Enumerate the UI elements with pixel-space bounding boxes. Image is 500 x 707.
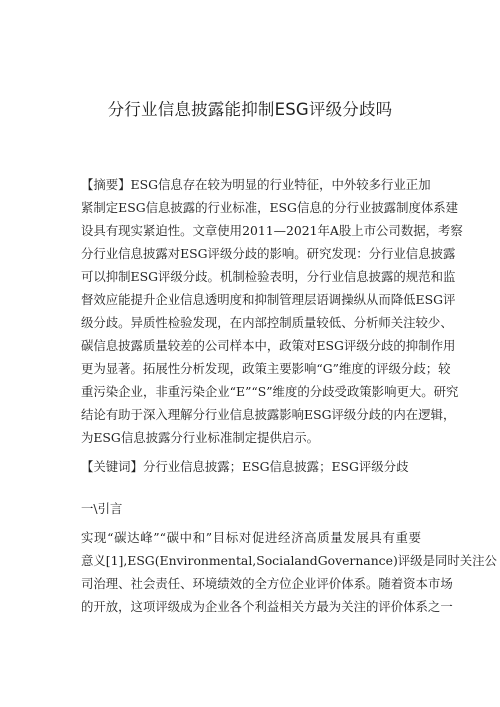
- section-heading: 一\引言: [81, 501, 123, 516]
- body-line: 实现“碳达峰”“碳中和”目标对促进经济高质量发展具有重要: [81, 530, 421, 545]
- paper-title: 分行业信息披露能抑制ESG评级分歧吗: [107, 100, 393, 119]
- abstract-line: 重污染企业，非重污染企业“E”“S”维度的分歧受政策影响更大。研究: [81, 384, 459, 399]
- body-line: 司治理、社会责任、环境绩效的全方位企业评价体系。随着资本市场: [81, 576, 453, 591]
- abstract-line: 督效应能提升企业信息透明度和抑制管理层语调操纵从而降低ESG评: [81, 292, 456, 307]
- abstract-line: 【摘要】ESG信息存在较为明显的行业特征，中外较多行业正加: [81, 177, 431, 192]
- abstract-line: 碳信息披露质量较差的公司样本中，政策对ESG评级分歧的抑制作用: [81, 338, 456, 353]
- keywords-line: 【关键词】分行业信息披露；ESG信息披露；ESG评级分歧: [81, 459, 409, 474]
- abstract-line: 更为显著。拓展性分析发现，政策主要影响“G”维度的评级分歧；较: [81, 361, 451, 376]
- body-line: 意义[1],ESG(Environmental,SocialandGovernance)评级是同时关注公: [81, 553, 497, 568]
- abstract-line: 为ESG信息披露分行业标准制定提供启示。: [81, 430, 320, 445]
- abstract-line: 级分歧。异质性检验发现，在内部控制质量较低、分析师关注较少、: [81, 315, 453, 330]
- body-line: 的开放，这项评级成为企业各个利益相关方最为关注的评价体系之一: [81, 599, 453, 614]
- abstract-line: 设具有现实紧迫性。文章使用2011—2021年A股上市公司数据，考察: [81, 223, 463, 238]
- abstract-line: 可以抑制ESG评级分歧。机制检验表明，分行业信息披露的规范和监: [81, 269, 456, 284]
- abstract-line: 紧制定ESG信息披露的行业标准，ESG信息的分行业披露制度体系建: [81, 200, 459, 215]
- abstract-line: 结论有助于深入理解分行业信息披露影响ESG评级分歧的内在逻辑，: [81, 407, 456, 422]
- abstract-line: 分行业信息披露对ESG评级分歧的影响。研究发现：分行业信息披露: [81, 246, 456, 261]
